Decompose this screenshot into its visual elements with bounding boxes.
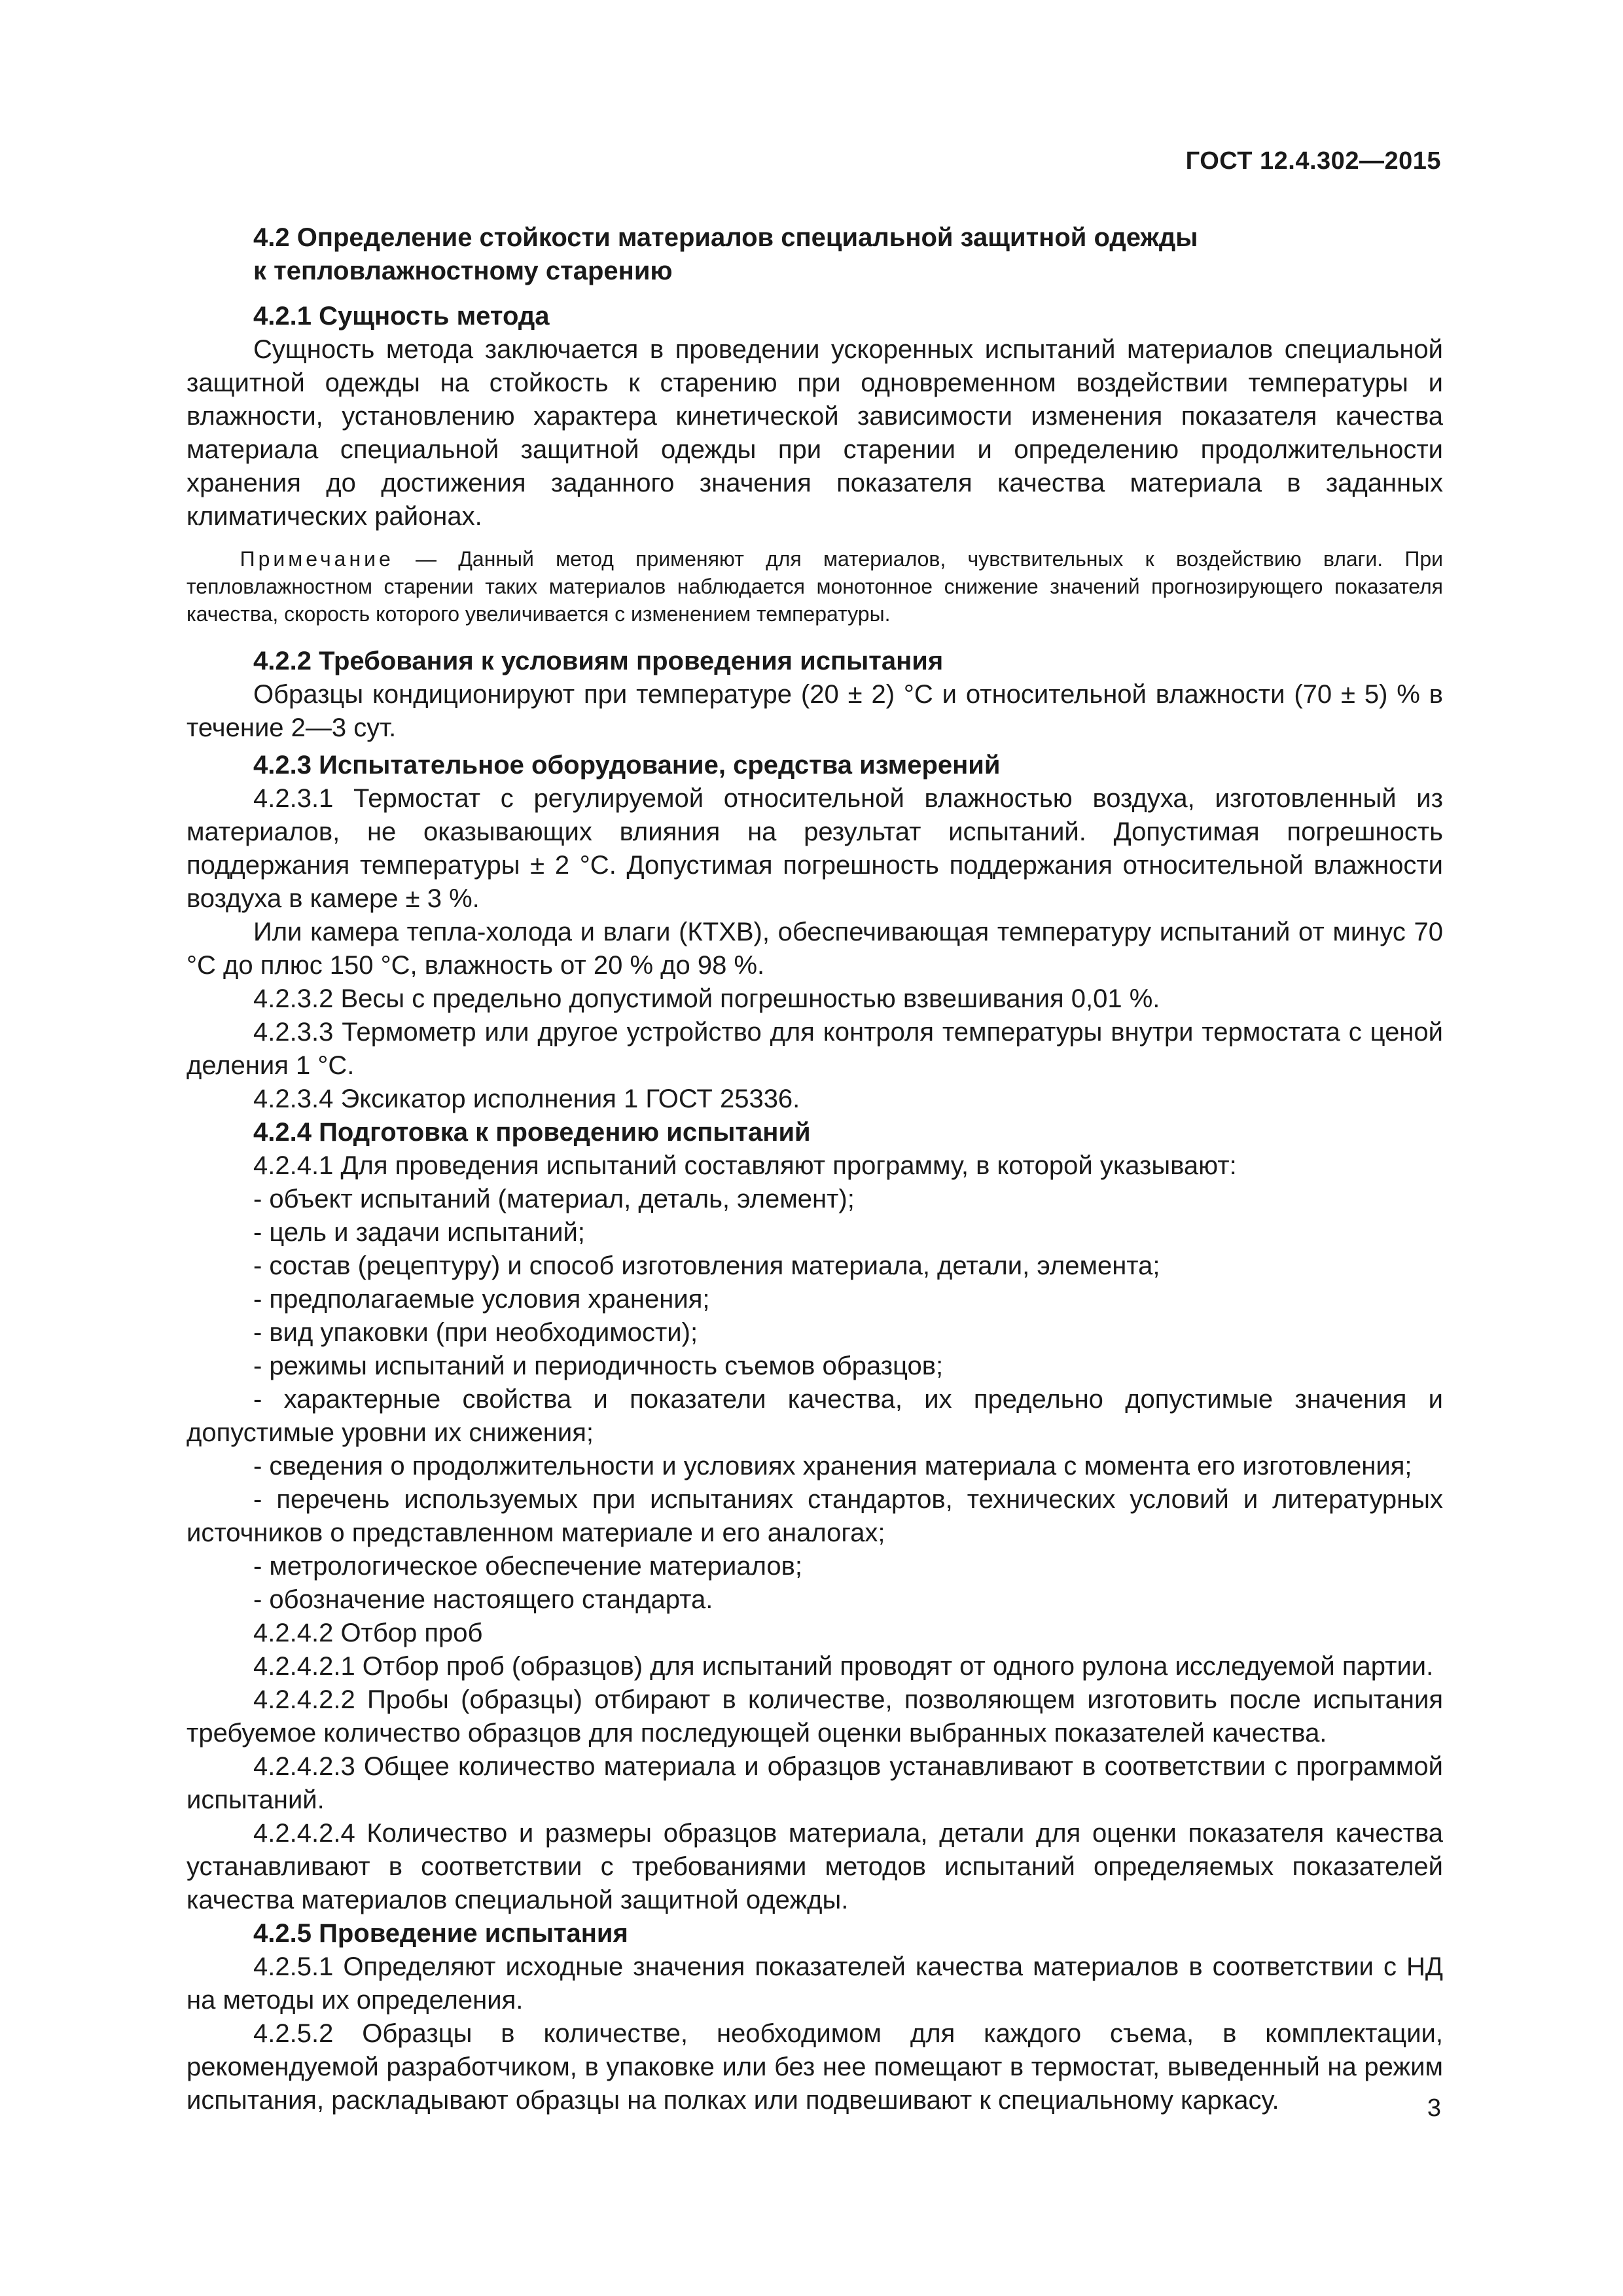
list-item: - объект испытаний (материал, деталь, элемент); — [253, 1185, 855, 1213]
section-4-2-title-line-2: к тепловлажностному старению — [253, 257, 673, 285]
section-4-2-5-1-text: 4.2.5.1 Определяют исходные значения показателей качества материалов в соответствии с НД на методы их определения. — [187, 1952, 1443, 2015]
list-item: - характерные свойства и показатели качества, их предельно допустимые значения и допустимые уровни их снижения; — [187, 1385, 1443, 1447]
section-4-2-3-2-text: 4.2.3.2 Весы с предельно допустимой погрешностью взвешивания 0,01 %. — [253, 984, 1160, 1013]
section-4-2-3-1-text: 4.2.3.1 Термостат с регулируемой относительной влажностью воздуха, изготовленный из материалов, не оказывающих влияния на результат испытаний. Допустимая погрешность поддержания температуры ± 2 °С. Допустимая погрешность поддержания относительной влажности воздуха в камере ± 3 %. — [187, 784, 1443, 913]
section-4-2-4-2-title: 4.2.4.2 Отбор проб — [253, 1619, 483, 1647]
list-item: - сведения о продолжительности и условиях хранения материала с момента его изготовления; — [253, 1452, 1412, 1480]
list-item: - перечень используемых при испытаниях стандартов, технических условий и литературных источников о представленном материале и его аналогах; — [187, 1485, 1443, 1547]
section-4-2-4-2-2-text: 4.2.4.2.2 Пробы (образцы) отбирают в количестве, позволяющем изготовить после испытания требуемое количество образцов для последующей оценки выбранных показателей качества. — [187, 1685, 1443, 1748]
note-paragraph — [187, 545, 1443, 628]
section-4-2-3-1-alt-text: Или камера тепла-холода и влаги (КТХВ), обеспечивающая температуру испытаний от минус 70 °С до плюс 150 °С, влажность от 20 % до 98 %. — [187, 918, 1443, 980]
document-body — [187, 221, 1443, 2117]
section-4-2-5-2-text: 4.2.5.2 Образцы в количестве, необходимом для каждого съема, в комплектации, рекомендуемой разработчиком, в упаковке или без нее помещают в термостат, выведенный на режим испытания, раскладывают образцы на полках или подвешивают к специальному каркасу. — [187, 2019, 1443, 2115]
list-item: - состав (рецептуру) и способ изготовления материала, детали, элемента; — [253, 1251, 1160, 1280]
section-4-2-3-4-text: 4.2.3.4 Эксикатор исполнения 1 ГОСТ 25336. — [253, 1085, 800, 1113]
section-4-2-2-text: Образцы кондиционируют при температуре (20 ± 2) °С и относительной влажности (70 ± 5) % в течение 2—3 сут. — [187, 680, 1443, 742]
list-item: - метрологическое обеспечение материалов; — [253, 1552, 803, 1581]
list-item: - вид упаковки (при необходимости); — [253, 1318, 698, 1347]
section-4-2-4-2-1-text: 4.2.4.2.1 Отбор проб (образцов) для испытаний проводят от одного рулона исследуемой партии. — [253, 1652, 1434, 1681]
section-4-2-5-title: 4.2.5 Проведение испытания — [253, 1919, 628, 1948]
note-text: — Данный метод применяют для материалов, чувствительных к воздействию влаги. При тепловлажностном старении таких материалов наблюдается монотонное снижение значений прогнозирующего показателя качества, скорость которого увеличивается с изменением температуры. — [187, 547, 1443, 626]
section-4-2-1-text: Сущность метода заключается в проведении ускоренных испытаний материалов специальной защитной одежды на стойкость к старению при одновременном воздействии температуры и влажности, установлению характера кинетической зависимости изменения показателя качества материала специальной защитной одежды при старении и определению продолжительности хранения до достижения заданного значения показателя качества материала в заданных климатических районах. — [187, 335, 1443, 531]
section-4-2-4-1-text: 4.2.4.1 Для проведения испытаний составляют программу, в которой указывают: — [253, 1151, 1237, 1180]
section-4-2-4-2-4-text: 4.2.4.2.4 Количество и размеры образцов материала, детали для оценки показателя качества устанавливают в соответствии с требованиями методов испытаний определяемых показателей качества материалов специальной защитной одежды. — [187, 1819, 1443, 1914]
section-4-2-1-title: 4.2.1 Сущность метода — [253, 302, 550, 331]
section-4-2-3-title: 4.2.3 Испытательное оборудование, средства измерений — [253, 751, 1001, 780]
list-item: - предполагаемые условия хранения; — [253, 1285, 710, 1314]
document-code-header: ГОСТ 12.4.302—2015 — [1185, 147, 1441, 175]
section-4-2-3-3-text: 4.2.3.3 Термометр или другое устройство для контроля температуры внутри термостата с ценой деления 1 °С. — [187, 1018, 1443, 1080]
section-4-2-title-line-1: 4.2 Определение стойкости материалов специальной защитной одежды — [253, 223, 1198, 252]
list-item: - цель и задачи испытаний; — [253, 1218, 585, 1247]
note-label: Примечание — [240, 547, 394, 571]
page-number: 3 — [1427, 2094, 1441, 2122]
section-4-2-2-title: 4.2.2 Требования к условиям проведения испытания — [253, 647, 944, 675]
section-4-2-4-title: 4.2.4 Подготовка к проведению испытаний — [253, 1118, 811, 1147]
list-item: - обозначение настоящего стандарта. — [253, 1585, 713, 1614]
list-item: - режимы испытаний и периодичность съемов образцов; — [253, 1352, 944, 1380]
section-4-2-4-2-3-text: 4.2.4.2.3 Общее количество материала и образцов устанавливают в соответствии с программой испытаний. — [187, 1752, 1443, 1814]
